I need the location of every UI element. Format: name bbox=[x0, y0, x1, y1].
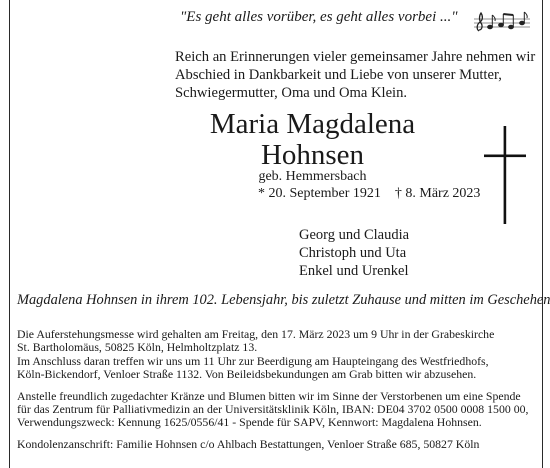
intro-text bbox=[175, 48, 535, 102]
funeral-paragraph bbox=[17, 328, 539, 382]
text-line: Kondolenzanschrift: Familie Hohnsen c/o Ahlbach Bestattungen, Venloer Straße 685, 50827 Köln bbox=[17, 436, 480, 451]
condolence-address bbox=[17, 438, 539, 451]
text-line: Verwendungszweck: Kennung 1625/0556/41 - Spende für SAPV, Kennwort: Magdalena Hohnsen. bbox=[17, 415, 482, 430]
text-line: Anstelle freundlich zugedachter Kränze und Blumen bitten wir im Sinne der Verstorbenen um eine Spende bbox=[17, 388, 521, 403]
mourner: Georg und Claudia bbox=[299, 227, 410, 243]
mourners-list bbox=[299, 226, 409, 280]
life-dates bbox=[258, 186, 480, 202]
mourner: Enkel und Urenkel bbox=[299, 263, 409, 279]
text-line: Die Auferstehungsmesse wird gehalten am Freitag, den 17. März 2023 um 9 Uhr in der Grabeskirche bbox=[17, 327, 495, 341]
quote: "Es geht alles vorüber, es geht alles vorbei ..." bbox=[180, 9, 458, 25]
deceased-first-names: Maria Magdalena bbox=[209, 108, 416, 140]
text-line: für das Zentrum für Palliativmedizin an der Universitätsklinik Köln, IBAN: DE04 3702 0500 0008 1500 00, bbox=[17, 402, 529, 417]
text-line: St. Bartholomäus, 50825 Köln, Helmholtzplatz 13. bbox=[17, 340, 258, 355]
donation-paragraph bbox=[17, 390, 539, 430]
announcement-body bbox=[17, 328, 539, 459]
text-line: Im Anschluss daran treffen wir uns um 11 Uhr zur Beerdigung am Haupteingang des Westfriedhofs, bbox=[17, 353, 489, 368]
deceased-surname: Hohnsen bbox=[260, 139, 365, 171]
death-date: † 8. März 2023 bbox=[394, 186, 481, 201]
music-notes-icon bbox=[474, 10, 530, 34]
birth-date: * 20. September 1921 bbox=[258, 186, 381, 201]
intro-line: Reich an Erinnerungen vieler gemeinsamer Jahre nehmen wir bbox=[175, 49, 536, 65]
motto-line: Magdalena Hohnsen in ihrem 102. Lebensjahr, bis zuletzt Zuhause und mitten im Geschehen bbox=[17, 292, 550, 308]
cross-icon bbox=[484, 126, 526, 224]
text-line: Köln-Bickendorf, Venloer Straße 1132. Von Beileidsbekundungen am Grab bitten wir abzusehen. bbox=[17, 367, 477, 382]
intro-line: Schwiegermutter, Oma und Oma Klein. bbox=[175, 85, 408, 101]
intro-line: Abschied in Dankbarkeit und Liebe von unserer Mutter, bbox=[175, 67, 502, 83]
birth-name: geb. Hemmersbach bbox=[258, 169, 367, 184]
mourner: Christoph und Uta bbox=[299, 245, 407, 261]
